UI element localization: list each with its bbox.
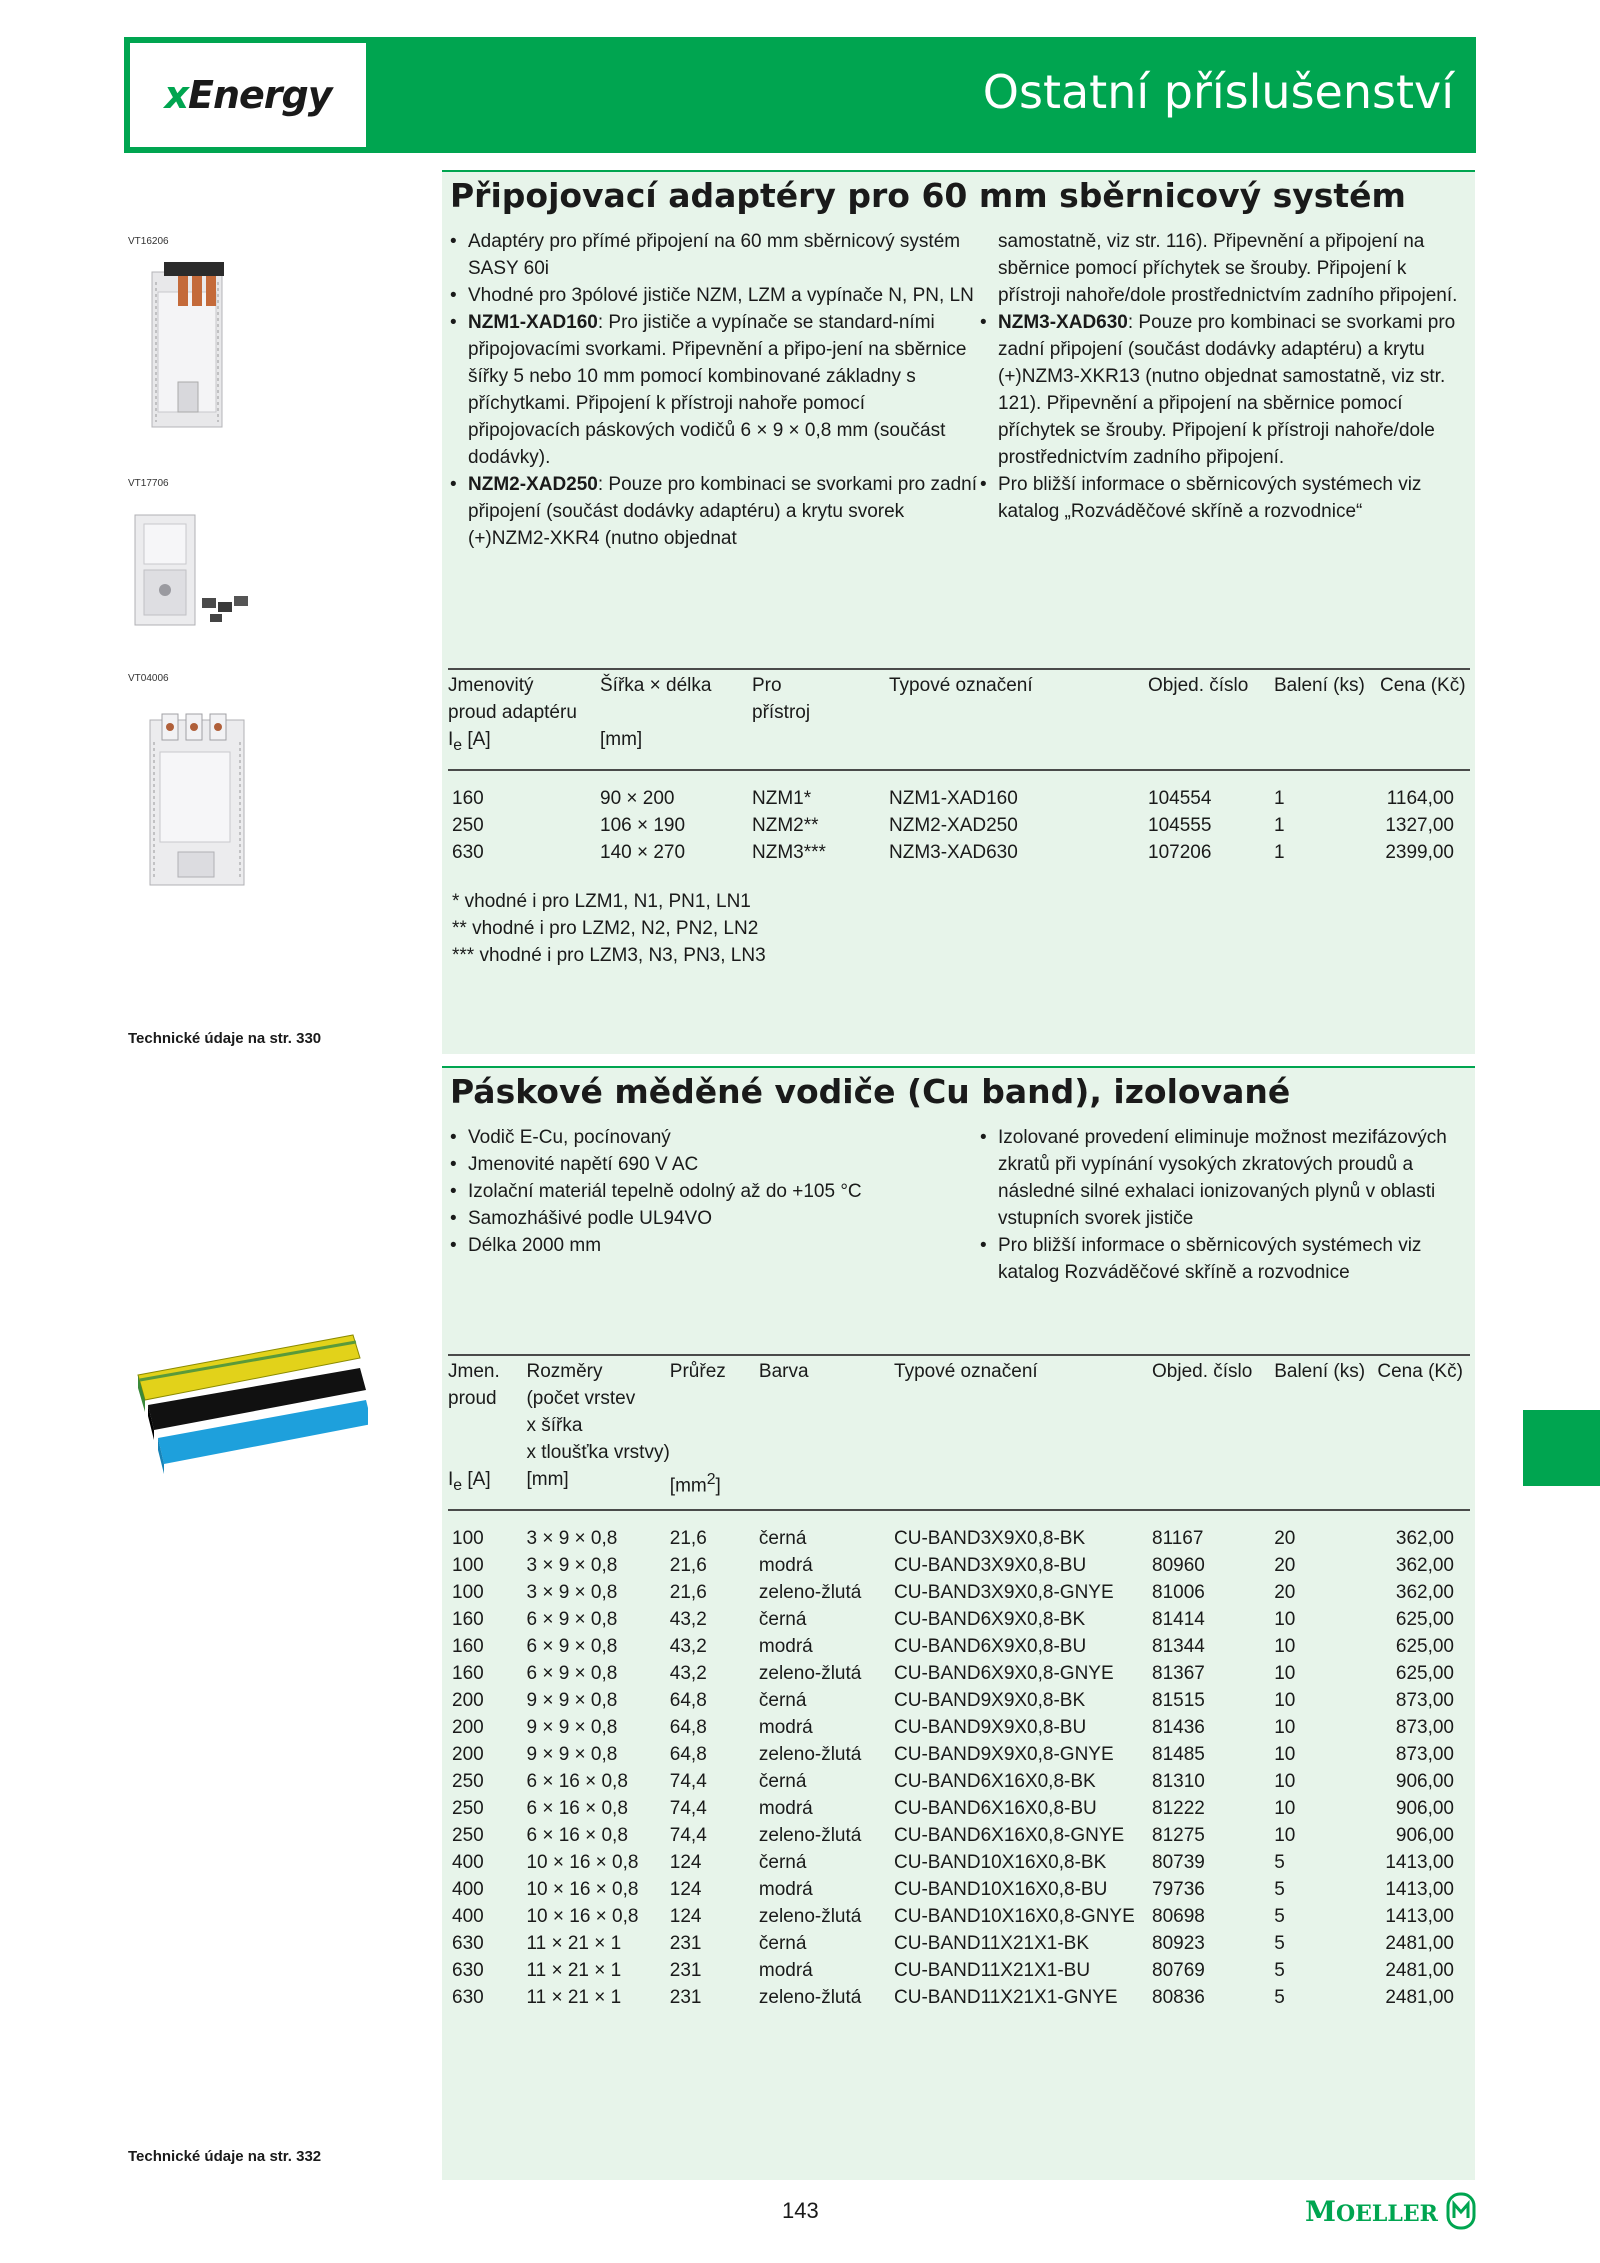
column-header-price: Cena (Kč) [1380,669,1470,770]
cell-packaging: 10 [1274,1690,1296,1712]
cell-color: zeleno-žlutá [758,1663,862,1685]
bullet-item: • Samozhášivé podle UL94VO [450,1205,980,1232]
cell-packaging: 5 [1274,1852,1285,1874]
cell-color: modrá [758,1960,813,1982]
xenergy-logo [128,41,368,149]
table-row [448,1849,1470,1876]
cell-type: CU-BAND11X21X1-BK [894,1933,1090,1955]
cell-price: 906,00 [1395,1771,1454,1793]
cell-color: modrá [758,1555,813,1577]
column-header-packaging: Balení (ks) [1274,669,1380,770]
section-rule [442,170,1475,172]
cell-cross-section: 74,4 [669,1798,707,1820]
cell-packaging: 5 [1274,1879,1285,1901]
cell-packaging: 20 [1274,1528,1296,1550]
cell-order-number: 81515 [1152,1690,1205,1712]
cell-type: CU-BAND11X21X1-BU [894,1960,1091,1982]
cell-color: černá [758,1933,807,1955]
table-row [448,1579,1470,1606]
cell-packaging: 10 [1274,1798,1296,1820]
cell-color: zeleno-žlutá [758,1582,862,1604]
cell-price: 362,00 [1395,1582,1454,1604]
cell-type: CU-BAND6X9X0,8-BK [894,1609,1086,1631]
column-header-order-number: Objed. číslo [1152,1355,1274,1510]
cell-packaging: 5 [1274,1906,1285,1928]
bullet-item: • Adaptéry pro přímé připojení na 60 mm sběrnicový systém SASY 60i [450,228,980,282]
bullet-item: • NZM1-XAD160: Pro jističe a vypínače se standard-ními připojovacími svorkami. Připevnění a připo-jení na sběrnice šířky 5 nebo 10 mm pomocí kombinované základny s příchytkami. Připojení k přístroji nahoře pomocí připojovacích páskových vodičů 6 × 9 × 0,8 mm (součást dodávky). [450,309,980,471]
cell-color: modrá [758,1717,813,1739]
cell-rated-current: 100 [452,1555,484,1577]
cell-color: modrá [758,1798,813,1820]
cell-color: černá [758,1528,807,1550]
cell-rated-current: 160 [452,1636,484,1658]
cell-type: CU-BAND6X16X0,8-GNYE [894,1825,1125,1847]
logo-x: x [164,73,188,117]
cell-order-number: 104554 [1148,787,1212,809]
cell-rated-current: 200 [452,1717,484,1739]
moeller-logo [1305,2192,1476,2230]
cell-price: 1164,00 [1386,787,1454,809]
cell-cross-section: 124 [669,1852,702,1874]
cell-cross-section: 64,8 [669,1744,707,1766]
cell-packaging: 1 [1274,814,1285,836]
cell-dimensions: 6 × 16 × 0,8 [526,1825,628,1847]
cell-dimensions: 10 × 16 × 0,8 [526,1879,639,1901]
cell-price: 625,00 [1395,1636,1454,1658]
cell-type: NZM3-XAD630 [889,841,1018,863]
cell-price: 625,00 [1395,1609,1454,1631]
cell-order-number: 81485 [1152,1744,1205,1766]
description-column-left [450,1124,980,1286]
cell-device: NZM3*** [752,841,826,863]
cell-price: 1413,00 [1385,1852,1454,1874]
logo-energy: Energy [188,73,332,117]
cell-dimensions: 3 × 9 × 0,8 [526,1528,618,1550]
cell-cross-section: 43,2 [669,1636,707,1658]
cell-type: CU-BAND9X9X0,8-BU [894,1717,1087,1739]
cell-rated-current: 250 [452,814,484,836]
table-row [448,812,1470,839]
cell-dimensions: 11 × 21 × 1 [526,1933,622,1955]
cell-packaging: 10 [1274,1744,1296,1766]
table-row [448,1768,1470,1795]
cell-device: NZM2** [752,814,819,836]
page-number: 143 [782,2198,819,2223]
cu-band-table [448,1354,1470,2011]
cell-color: černá [758,1852,807,1874]
cell-dimensions: 6 × 9 × 0,8 [526,1636,618,1658]
cell-order-number: 104555 [1148,814,1212,836]
cell-order-number: 80960 [1152,1555,1205,1577]
table-row [448,1606,1470,1633]
bullet-item: • Jmenovité napětí 690 V AC [450,1151,980,1178]
cell-type: CU-BAND9X9X0,8-GNYE [894,1744,1114,1766]
table-row [448,839,1470,866]
cell-rated-current: 200 [452,1690,484,1712]
cell-price: 625,00 [1395,1663,1454,1685]
cell-dimensions: 6 × 9 × 0,8 [526,1609,618,1631]
table-row [448,1510,1470,1552]
cell-rated-current: 250 [452,1771,484,1793]
cell-order-number: 81222 [1152,1798,1205,1820]
footnote: * vhodné i pro LZM1, N1, PN1, LN1 [452,891,751,912]
cell-cross-section: 74,4 [669,1771,707,1793]
image-code: VT17706 [128,478,169,489]
cell-dimensions: 90 × 200 [600,787,675,809]
cell-rated-current: 160 [452,787,484,809]
column-header-type: Typové označení [889,669,1148,770]
column-header-dimensions: Šířka × délka [mm] [600,669,752,770]
table-row [448,1822,1470,1849]
cell-price: 1327,00 [1385,814,1454,836]
table-row [448,1876,1470,1903]
cell-packaging: 10 [1274,1636,1296,1658]
cell-dimensions: 9 × 9 × 0,8 [526,1744,618,1766]
table-row [448,1687,1470,1714]
cell-color: zeleno-žlutá [758,1744,862,1766]
cell-cross-section: 21,6 [669,1555,707,1577]
image-code: VT04006 [128,673,169,684]
cell-packaging: 5 [1274,1933,1285,1955]
cell-cross-section: 231 [669,1987,702,2009]
table-row [448,1633,1470,1660]
cell-rated-current: 400 [452,1906,484,1928]
adapter-table [448,668,1470,866]
cell-cross-section: 21,6 [669,1528,707,1550]
cell-dimensions: 10 × 16 × 0,8 [526,1906,639,1928]
cell-color: zeleno-žlutá [758,1906,862,1928]
cell-order-number: 81367 [1152,1663,1205,1685]
cell-cross-section: 64,8 [669,1690,707,1712]
cell-type: CU-BAND6X16X0,8-BU [894,1798,1097,1820]
cell-price: 2481,00 [1385,1933,1454,1955]
cell-packaging: 10 [1274,1663,1296,1685]
cell-packaging: 10 [1274,1825,1296,1847]
cell-price: 906,00 [1395,1798,1454,1820]
cell-packaging: 1 [1274,841,1285,863]
cell-order-number: 81344 [1152,1636,1205,1658]
column-header-cross-section: Průřez $[mm^2]$ [670,1355,759,1510]
column-header-price: Cena (Kč) [1377,1355,1470,1510]
table-row [448,1552,1470,1579]
cell-dimensions: 6 × 16 × 0,8 [526,1798,628,1820]
table-row [448,1903,1470,1930]
cell-order-number: 81414 [1152,1609,1205,1631]
cell-order-number: 79736 [1152,1879,1205,1901]
cell-price: 873,00 [1395,1744,1454,1766]
bullet-item: • Pro bližší informace o sběrnicových systémech viz katalog Rozváděčové skříně a rozvodnice [980,1232,1460,1286]
description-column-right [980,228,1460,552]
cell-packaging: 20 [1274,1582,1296,1604]
cell-cross-section: 43,2 [669,1609,707,1631]
cell-cross-section: 64,8 [669,1717,707,1739]
cell-color: modrá [758,1636,813,1658]
cell-cross-section: 43,2 [669,1663,707,1685]
cell-rated-current: 160 [452,1663,484,1685]
cell-type: NZM2-XAD250 [889,814,1018,836]
cell-packaging: 10 [1274,1771,1296,1793]
cell-dimensions: 140 × 270 [600,841,686,863]
table-row [448,1714,1470,1741]
description-column-left [450,228,980,552]
cell-color: černá [758,1690,807,1712]
cell-packaging: 5 [1274,1987,1285,2009]
bullet-item: • Izolované provedení eliminuje možnost mezifázových zkratů při vypínání vysokých zkratových proudů a následné silné exhalaci ionizovaných plynů v oblasti vstupních svorek jističe [980,1124,1460,1232]
table-row [448,1957,1470,1984]
table-row [448,1741,1470,1768]
cell-dimensions: 6 × 16 × 0,8 [526,1771,628,1793]
bullet-item: • NZM2-XAD250: Pouze pro kombinaci se svorkami pro zadní připojení (součást dodávky adaptéru) a krytu svorek (+)NZM2-XKR4 (nutno objednat [450,471,980,552]
cell-cross-section: 231 [669,1960,702,1982]
cell-cross-section: 231 [669,1933,702,1955]
cell-price: 362,00 [1395,1528,1454,1550]
cell-price: 2481,00 [1385,1960,1454,1982]
cell-order-number: 80698 [1152,1906,1205,1928]
bullet-continuation: samostatně, viz str. 116). Připevnění a připojení na sběrnice pomocí příchytek se šrouby. Připojení k přístroji nahoře/dole prostřednictvím zadního připojení. [998,231,1458,306]
section-rule [442,1066,1475,1068]
cell-order-number: 81436 [1152,1717,1205,1739]
cell-rated-current: 400 [452,1879,484,1901]
cell-type: CU-BAND6X9X0,8-BU [894,1636,1087,1658]
cell-order-number: 80739 [1152,1852,1205,1874]
image-code: VT16206 [128,236,169,247]
cell-dimensions: 11 × 21 × 1 [526,1960,622,1982]
cell-packaging: 10 [1274,1717,1296,1739]
column-header-rated-current: Jmenovitý proud adaptéru $I_e$ [A] [448,669,600,770]
cell-order-number: 107206 [1148,841,1212,863]
cell-rated-current: 200 [452,1744,484,1766]
cell-rated-current: 250 [452,1825,484,1847]
cell-rated-current: 630 [452,1933,484,1955]
column-header-rated-current: Jmen. proud $I_e$ [A] [448,1355,526,1510]
technical-data-reference: Technické údaje na str. 332 [128,2148,322,2165]
cell-dimensions: 3 × 9 × 0,8 [526,1555,618,1577]
moeller-emblem-icon [1446,2192,1476,2230]
cell-type: CU-BAND6X9X0,8-GNYE [894,1663,1114,1685]
description-columns [450,228,1460,552]
cell-rated-current: 400 [452,1852,484,1874]
bullet-item: • Vodič E-Cu, pocínovaný [450,1124,980,1151]
column-header-type: Typové označení [894,1355,1152,1510]
bullet-item: • Vhodné pro 3pólové jističe NZM, LZM a vypínače N, PN, LN [450,282,980,309]
table-row [448,1660,1470,1687]
cell-type: CU-BAND3X9X0,8-BU [894,1555,1087,1577]
table-row [448,1984,1470,2011]
bullet-item: • Délka 2000 mm [450,1232,980,1259]
cell-dimensions: 11 × 21 × 1 [526,1987,622,2009]
cell-dimensions: 6 × 9 × 0,8 [526,1663,618,1685]
column-header-dimensions: Rozměry (počet vrstev x šířka x tloušťka vrstvy) [mm] [526,1355,669,1510]
cell-type: CU-BAND10X16X0,8-BU [894,1879,1108,1901]
cell-dimensions: 3 × 9 × 0,8 [526,1582,618,1604]
cell-type: CU-BAND9X9X0,8-BK [894,1690,1086,1712]
section-connection-adapters [442,170,1475,1054]
description-columns [450,1124,1460,1286]
cell-rated-current: 160 [452,1609,484,1631]
chapter-tab [1523,1410,1600,1486]
section-title: Připojovací adaptéry pro 60 mm sběrnicový systém [450,176,1406,215]
section-title: Páskové měděné vodiče (Cu band), izolované [450,1072,1291,1111]
cell-price: 2481,00 [1385,1987,1454,2009]
column-header-packaging: Balení (ks) [1274,1355,1377,1510]
table-row [448,1930,1470,1957]
cell-color: černá [758,1609,807,1631]
cell-rated-current: 250 [452,1798,484,1820]
cell-cross-section: 124 [669,1906,702,1928]
section-cu-band [442,1066,1475,2180]
cell-rated-current: 630 [452,1960,484,1982]
column-header-color: Barva [759,1355,894,1510]
cell-dimensions: 10 × 16 × 0,8 [526,1852,639,1874]
page-header [124,37,1476,153]
page-title: Ostatní příslušenství [982,65,1454,119]
cell-type: NZM1-XAD160 [889,787,1018,809]
cell-order-number: 81167 [1152,1528,1204,1550]
cell-rated-current: 100 [452,1582,484,1604]
cell-type: CU-BAND6X16X0,8-BK [894,1771,1096,1793]
bullet-item: • Pro bližší informace o sběrnicových systémech viz katalog „Rozváděčové skříně a rozvodnice“ [980,471,1460,525]
cell-price: 2399,00 [1385,841,1454,863]
column-header-order-number: Objed. číslo [1148,669,1274,770]
table-row [448,770,1470,812]
cell-price: 873,00 [1395,1690,1454,1712]
cell-dimensions: 9 × 9 × 0,8 [526,1717,618,1739]
cell-order-number: 81310 [1152,1771,1205,1793]
cell-order-number: 81006 [1152,1582,1205,1604]
cell-order-number: 80923 [1152,1933,1205,1955]
footnote: *** vhodné i pro LZM3, N3, PN3, LN3 [452,945,766,966]
cell-packaging: 1 [1274,787,1285,809]
cell-color: zeleno-žlutá [758,1987,862,2009]
cell-type: CU-BAND10X16X0,8-GNYE [894,1906,1135,1928]
brand-name: OELLER [1336,2200,1438,2227]
cell-type: CU-BAND3X9X0,8-BK [894,1528,1086,1550]
cell-packaging: 20 [1274,1555,1296,1577]
adapter-nzm1-photo [150,262,226,432]
cell-color: modrá [758,1879,813,1901]
cell-price: 1413,00 [1385,1879,1454,1901]
cell-type: CU-BAND11X21X1-GNYE [894,1987,1118,2009]
technical-data-reference: Technické údaje na str. 330 [128,1030,322,1047]
cell-order-number: 81275 [1152,1825,1205,1847]
table-row [448,1795,1470,1822]
cell-order-number: 80769 [1152,1960,1205,1982]
cell-cross-section: 21,6 [669,1582,707,1604]
cell-rated-current: 630 [452,1987,484,2009]
cell-rated-current: 100 [452,1528,484,1550]
cell-order-number: 80836 [1152,1987,1205,2009]
cell-price: 873,00 [1395,1717,1454,1739]
cell-dimensions: 9 × 9 × 0,8 [526,1690,618,1712]
brand-initial: M [1305,2194,1336,2228]
description-column-right [980,1124,1460,1286]
footnotes [452,888,766,969]
column-header-for-device: Pro přístroj [752,669,889,770]
cell-price: 1413,00 [1385,1906,1454,1928]
bullet-item: • Izolační materiál tepelně odolný až do +105 °C [450,1178,980,1205]
cell-type: CU-BAND3X9X0,8-GNYE [894,1582,1114,1604]
cell-dimensions: 106 × 190 [600,814,686,836]
cell-cross-section: 124 [669,1879,702,1901]
cell-color: zeleno-žlutá [758,1825,862,1847]
cell-type: CU-BAND10X16X0,8-BK [894,1852,1107,1874]
adapter-nzm2-photo [130,510,260,630]
cell-price: 906,00 [1395,1825,1454,1847]
cell-device: NZM1* [752,787,812,809]
cell-price: 362,00 [1395,1555,1454,1577]
cell-rated-current: 630 [452,841,484,863]
cell-packaging: 5 [1274,1960,1285,1982]
bullet-item: • NZM3-XAD630: Pouze pro kombinaci se svorkami pro zadní připojení (součást dodávky adaptéru) a krytu (+)NZM3-XKR13 (nutno objednat samostatně, viz str. 121). Připevnění a připojení na sběrnice pomocí příchytek se šrouby. Připojení k přístroji nahoře/dole prostřednictvím zadního připojení. [980,309,1460,471]
cell-cross-section: 74,4 [669,1825,707,1847]
cu-band-photo [128,1330,368,1490]
cell-packaging: 10 [1274,1609,1296,1631]
adapter-nzm3-photo [148,712,248,887]
cell-color: černá [758,1771,807,1793]
footnote: ** vhodné i pro LZM2, N2, PN2, LN2 [452,918,759,939]
